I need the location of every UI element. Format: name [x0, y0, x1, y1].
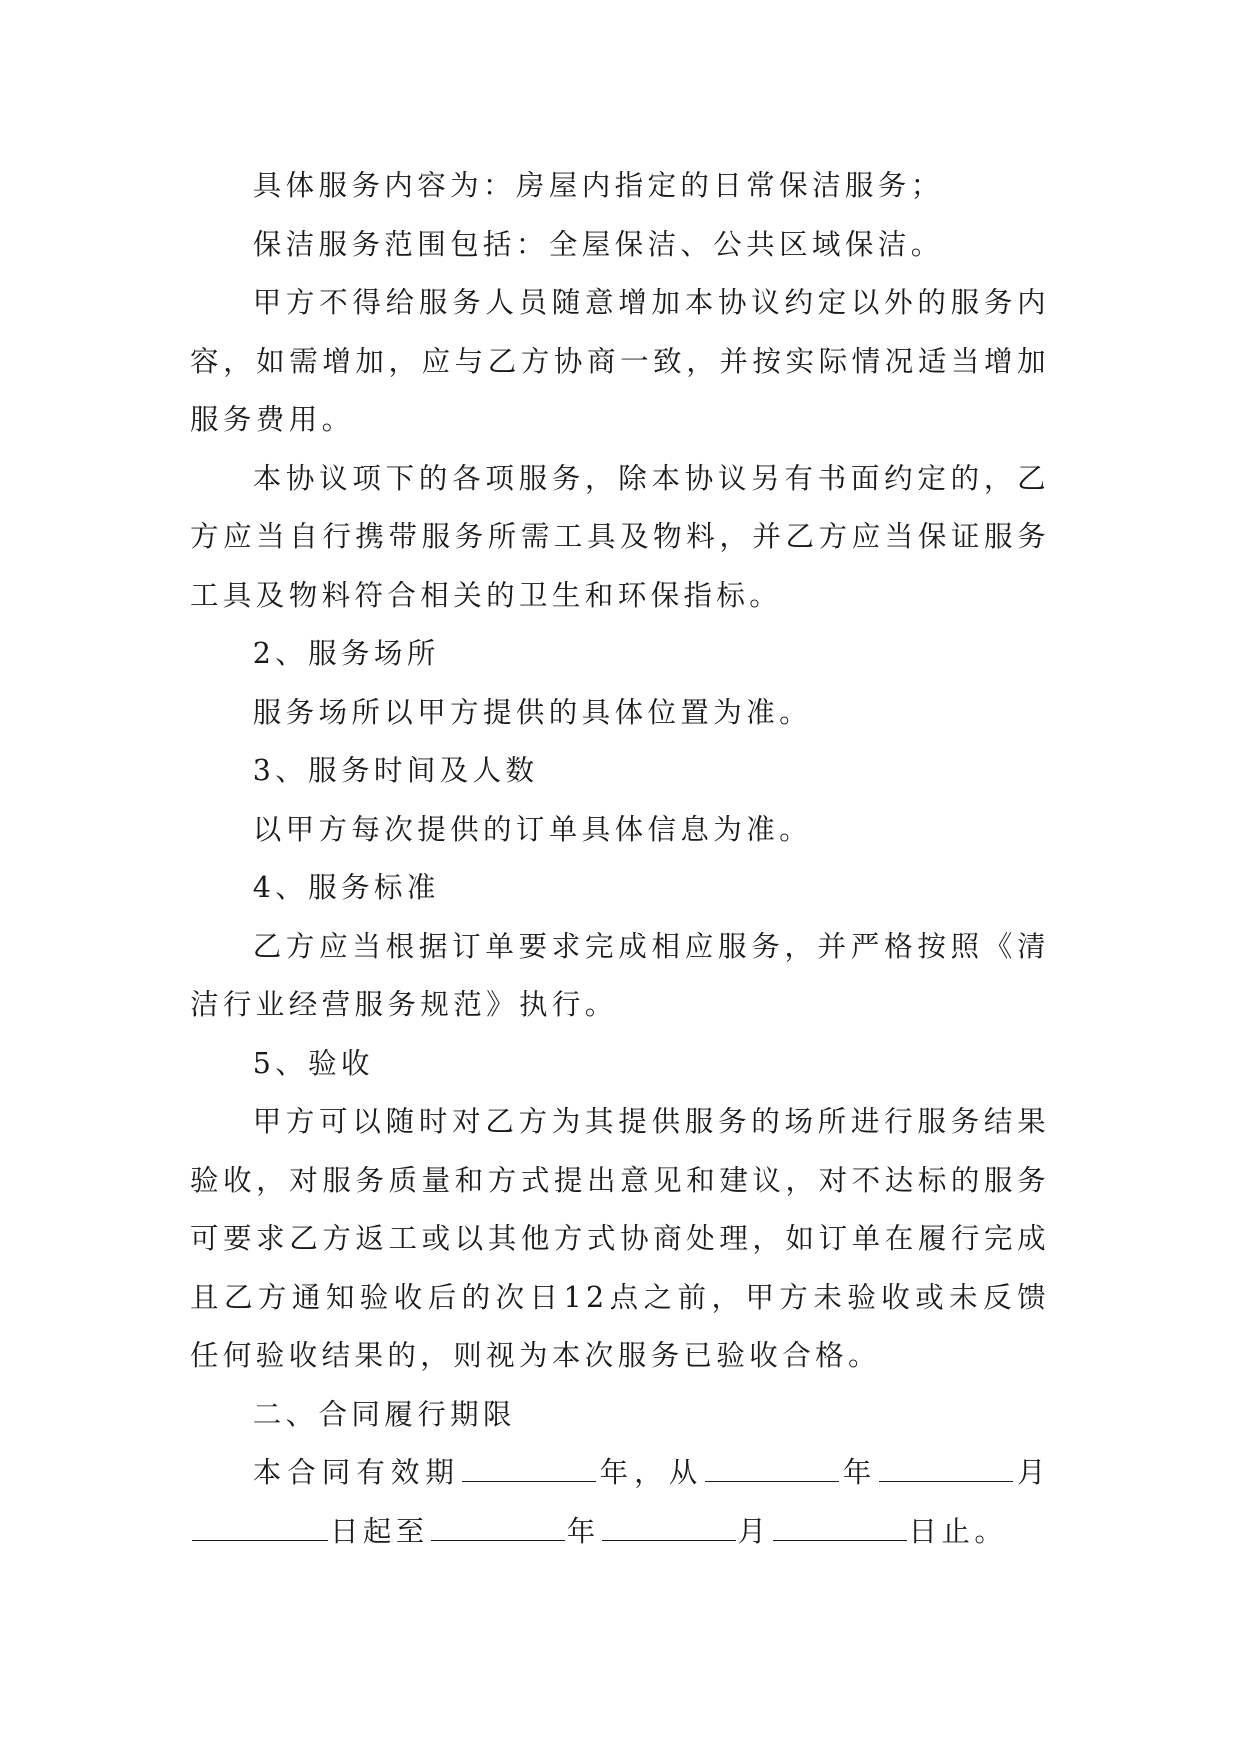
term-text-1: 本合同有效期 [252, 1456, 460, 1489]
term-text-8: 日止。 [908, 1514, 1008, 1548]
term-text-6: 年 [566, 1514, 600, 1548]
term-text-7: 月 [737, 1514, 771, 1548]
section-heading-service-standard: 4、服务标准 [252, 871, 440, 904]
paragraph-acceptance: 甲方可以随时对乙方为其提供服务的场所进行服务结果验收，对服务质量和方式提出意见和建议，对不达标的服务可要求乙方返工或以其他方式协商处理，如订单在履行完成且乙方通知验收后的次日12点之前，甲方未验收或未反馈任何验收结果的，则视为本次服务已验收合格。 [190, 1105, 1050, 1372]
section-heading-acceptance: 5、验收 [252, 1046, 374, 1080]
section-heading-contract-term: 二、合同履行期限 [252, 1397, 516, 1431]
term-text-2: 年，从 [597, 1456, 704, 1489]
blank-end-day-field[interactable] [773, 1512, 907, 1541]
paragraph-service-location: 服务场所以甲方提供的具体位置为准。 [252, 695, 812, 729]
paragraph-service-scope: 保洁服务范围包括：全屋保洁、公共区域保洁。 [252, 227, 944, 261]
blank-end-year-field[interactable] [431, 1512, 565, 1541]
paragraph-service-time: 以甲方每次提供的订单具体信息为准。 [252, 812, 812, 846]
paragraph-service-content: 具体服务内容为：房屋内指定的日常保洁服务； [252, 169, 944, 202]
term-text-3: 年 [841, 1456, 878, 1489]
document-body [190, 157, 1050, 1561]
term-text-5: 日起至 [330, 1514, 429, 1548]
blank-start-year-field[interactable] [705, 1453, 839, 1482]
blank-start-day-field[interactable] [192, 1512, 328, 1541]
term-text-4: 月 [1015, 1456, 1051, 1489]
paragraph-contract-term [190, 1444, 1050, 1561]
paragraph-tools-materials: 本协议项下的各项服务，除本协议另有书面约定的，乙方应当自行携带服务所需工具及物料，并乙方应当保证服务工具及物料符合相关的卫生和环保指标。 [190, 461, 1050, 612]
section-heading-service-location: 2、服务场所 [252, 637, 440, 670]
paragraph-no-extra-services: 甲方不得给服务人员随意增加本协议约定以外的服务内容，如需增加，应与乙方协商一致，并按实际情况适当增加服务费用。 [190, 286, 1050, 436]
paragraph-service-standard: 乙方应当根据订单要求完成相应服务，并严格按照《清洁行业经营服务规范》执行。 [190, 929, 1050, 1021]
blank-years-field[interactable] [462, 1453, 596, 1482]
blank-end-month-field[interactable] [602, 1512, 736, 1541]
blank-start-month-field[interactable] [879, 1453, 1013, 1482]
section-heading-service-time: 3、服务时间及人数 [252, 754, 539, 787]
